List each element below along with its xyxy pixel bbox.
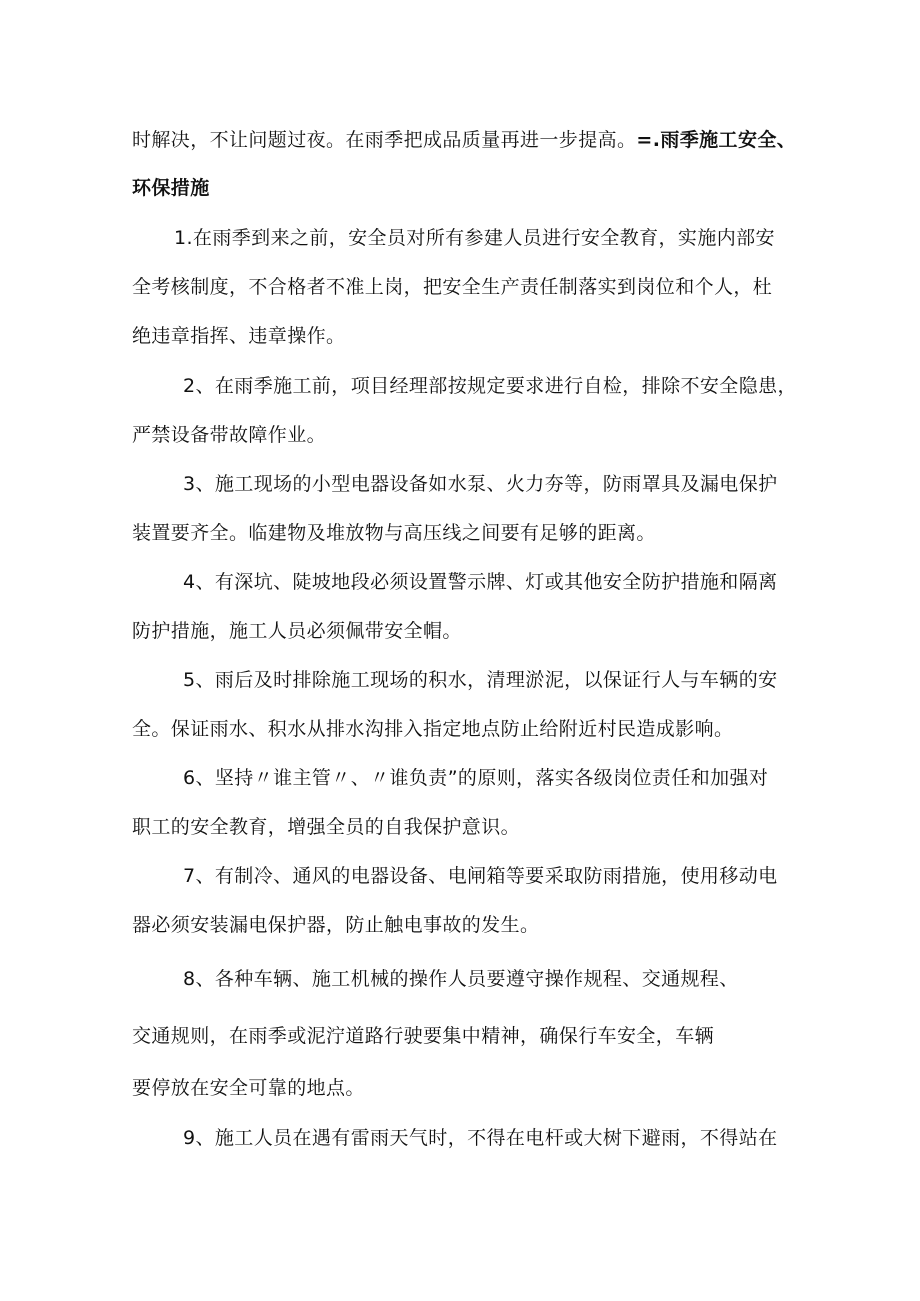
item-5-line-1: 5、雨后及时排除施工现场的积水，清理淤泥，以保证行人与车辆的安 [183, 669, 778, 691]
item-5-line-2: 全。保证雨水、积水从排水沟排入指定地点防止给附近村民造成影响。 [132, 718, 734, 740]
item-2-line-1: 2、在雨季施工前，项目经理部按规定要求进行自检，排除不安全隐患， [183, 375, 797, 397]
item-6-line-2: 职工的安全教育，增强全员的自我保护意识。 [132, 816, 521, 838]
item-1-line-1: 1.在雨季到来之前，安全员对所有参建人员进行安全教育，实施内部安 [174, 227, 775, 249]
item-1-line-2: 全考核制度，不合格者不准上岗，把安全生产责任制落实到岗位和个人，杜 [132, 276, 773, 298]
section-heading-part-2: 环保措施 [132, 177, 210, 199]
item-4-line-1: 4、有深坑、陡坡地段必须设置警示牌、灯或其他安全防护措施和隔离 [183, 571, 778, 593]
intro-text: 时解决，不让问题过夜。在雨季把成品质量再进一步提高。 [132, 129, 637, 151]
item-7-line-1: 7、有制冷、通风的电器设备、电闸箱等要采取防雨措施，使用移动电 [183, 865, 778, 887]
section-heading-part-1: =.雨季施工安全、 [636, 129, 797, 151]
item-8-line-3: 要停放在安全可靠的地点。 [132, 1077, 365, 1099]
item-9-line-1: 9、施工人员在遇有雷雨天气时，不得在电杆或大树下避雨，不得站在 [183, 1127, 778, 1149]
item-3-line-2: 装置要齐全。临建物及堆放物与高压线之间要有足够的距离。 [132, 522, 656, 544]
item-8-line-1: 8、各种车辆、施工机械的操作人员要遵守操作规程、交通规程、 [183, 968, 739, 990]
item-4-line-2: 防护措施，施工人员必须佩带安全帽。 [132, 620, 462, 642]
item-7-line-2: 器必须安装漏电保护器，防止触电事故的发生。 [132, 914, 540, 936]
item-6-line-1: 6、坚持〃谁主管〃、〃谁负责”的原则，落实各级岗位责任和加强对 [183, 767, 769, 789]
item-1-line-3: 绝违章指挥、违章操作。 [132, 325, 346, 347]
item-8-line-2: 交通规则，在雨季或泥泞道路行驶要集中精神，确保行车安全，车辆 [132, 1025, 715, 1047]
item-2-line-2: 严禁设备带故障作业。 [132, 424, 327, 446]
item-3-line-1: 3、施工现场的小型电器设备如水泵、火力夯等，防雨罩具及漏电保护 [183, 473, 778, 495]
intro-line-1 [132, 128, 796, 152]
